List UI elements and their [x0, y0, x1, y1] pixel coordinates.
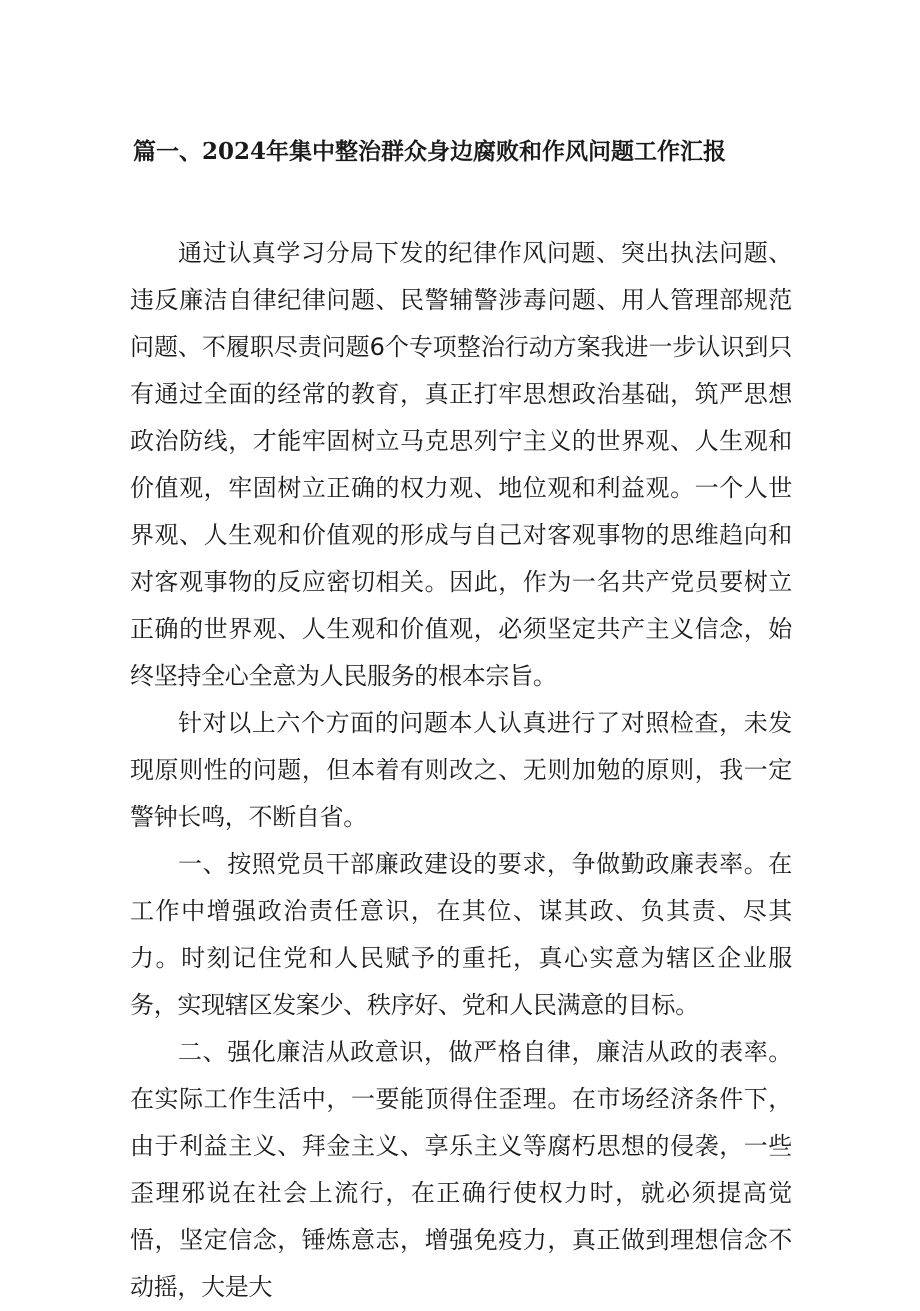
paragraph-point-two: 二、强化廉洁从政意识，做严格自律，廉洁从政的表率。在实际工作生活中，一要能顶得住歪理。在市场经济条件下，由于利益主义、拜金主义、享乐主义等腐朽思想的侵袭，一些歪理邪说在社会上流行，在正确行使权力时，就必须提高觉悟，坚定信念，锤炼意志，增强免疫力，真正做到理想信念不动摇，大是大: [130, 1038, 792, 1301]
document-title: 篇一、2024年集中整治群众身边腐败和作风问题工作汇报: [133, 138, 727, 165]
document-body: [130, 230, 792, 1311]
paragraph-point-one: 一、按照党员干部廉政建设的要求，争做勤政廉表率。在工作中增强政治责任意识，在其位、谋其政、负其责、尽其力。时刻记住党和人民赋予的重托，真心实意为辖区企业服务，实现辖区发案少、秩序好、党和人民满意的目标。: [130, 850, 792, 1019]
paragraph-self-check: 针对以上六个方面的问题本人认真进行了对照检查，未发现原则性的问题，但本着有则改之、无则加勉的原则，我一定警钟长鸣，不断自省。: [130, 709, 792, 831]
paragraph-intro: 通过认真学习分局下发的纪律作风问题、突出执法问题、违反廉洁自律纪律问题、民警辅警涉毒问题、用人管理部规范问题、不履职尽责问题6个专项整治行动方案我进一步认识到只有通过全面的经常的教育，真正打牢思想政治基础，筑严思想政治防线，才能牢固树立马克思列宁主义的世界观、人生观和价值观，牢固树立正确的权力观、地位观和利益观。一个人世界观、人生观和价值观的形成与自己对客观事物的思维趋向和对客观事物的反应密切相关。因此，作为一名共产党员要树立正确的世界观、人生观和价值观，必须坚定共产主义信念，始终坚持全心全意为人民服务的根本宗旨。: [130, 239, 792, 690]
